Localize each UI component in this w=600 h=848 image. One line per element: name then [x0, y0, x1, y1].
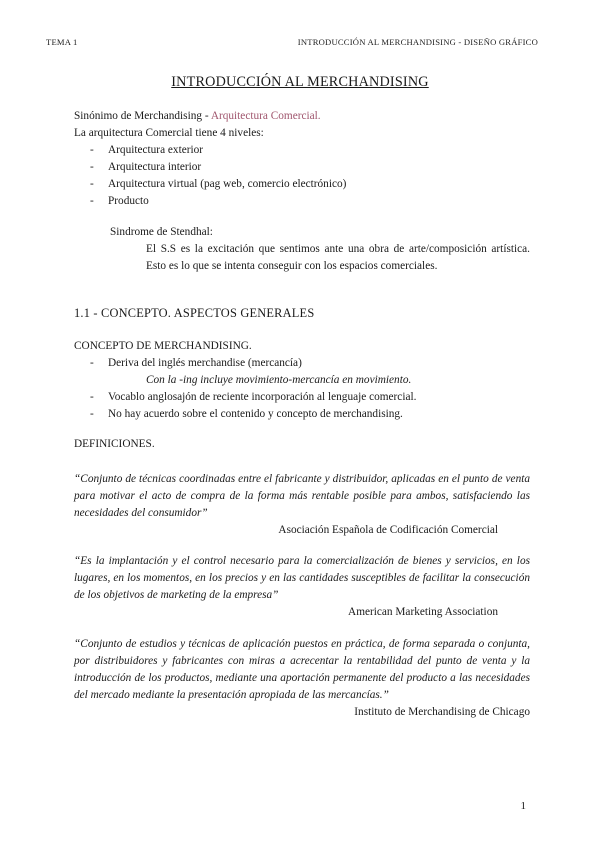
section-heading: 1.1 - CONCEPTO. ASPECTOS GENERALES — [74, 306, 315, 320]
definition-source: Instituto de Merchandising de Chicago — [354, 706, 530, 718]
synonym-line — [74, 108, 530, 125]
concept-block — [74, 338, 530, 423]
definition-quote-text: “Conjunto de estudios y técnicas de aplicación puestos en práctica, de forma separada o conjunta, por distribuidores y fabricantes con miras a acrecentar la rentabilidad del punto de venta y la introducción de los productos, mediante una aportación permanente del producto a las necesidades del mercado mediante la presentación apropiada de las mercancías.” — [74, 638, 530, 701]
list-item: - Arquitectura interior — [74, 159, 530, 176]
list-item: - Vocablo anglosajón de reciente incorporación al lenguaje comercial. — [74, 389, 530, 406]
stendhal-title: Sindrome de Stendhal: — [110, 226, 213, 238]
intro-block — [74, 108, 530, 275]
definition-1 — [74, 471, 530, 539]
list-item: - Producto — [74, 193, 530, 210]
levels-intro: La arquitectura Comercial tiene 4 niveles: — [74, 127, 264, 139]
header-right: INTRODUCCIÓN AL MERCHANDISING - DISEÑO GRÁFICO — [297, 37, 538, 47]
definition-2 — [74, 553, 530, 621]
list-item: - Deriva del inglés merchandise (mercancía) — [74, 355, 530, 372]
concept-title: CONCEPTO DE MERCHANDISING. — [74, 340, 252, 352]
definition-quote: “Conjunto de técnicas coordinadas entre el fabricante y distribuidor, aplicadas en el punto de venta para motivar el acto de compra de la forma más rentable posible para ambos, satisfaciendo las necesidades del consumidor” — [74, 473, 530, 519]
list-item: - No hay acuerdo sobre el contenido y concepto de merchandising. — [74, 406, 530, 423]
definition-source: Asociación Española de Codificación Comercial — [278, 524, 498, 536]
list-item: - Arquitectura virtual (pag web, comercio electrónico) — [74, 176, 530, 193]
definitions-title: DEFINICIONES. — [74, 438, 155, 450]
page-title: INTRODUCCIÓN AL MERCHANDISING — [171, 74, 429, 90]
definition-source: American Marketing Association — [348, 606, 498, 618]
definition-3 — [74, 636, 530, 721]
definition-quote: “Es la implantación y el control necesario para la comercialización de bienes y servicios, en los lugares, en los momentos, en los precios y en las cantidades susceptibles de facilitar la consecución de los objetivos de marketing de la empresa” — [74, 555, 530, 601]
concept-note: Con la -ing incluye movimiento-mercancía en movimiento. — [146, 374, 412, 386]
levels-list — [74, 142, 530, 210]
concept-list — [74, 355, 530, 372]
stendhal-text: El S.S es la excitación que sentimos ante una obra de arte/composición artística. Esto es lo que se intenta conseguir con los espacios comerciales. — [146, 243, 530, 272]
synonym-term: Arquitectura Comercial. — [210, 110, 321, 122]
definition-quote — [74, 636, 530, 718]
header-left: TEMA 1 — [46, 37, 78, 47]
synonym-prefix: Sinónimo de Merchandising - — [74, 110, 211, 122]
concept-list-2 — [74, 389, 530, 423]
list-item: - Arquitectura exterior — [74, 142, 530, 159]
page-number: 1 — [520, 800, 526, 812]
